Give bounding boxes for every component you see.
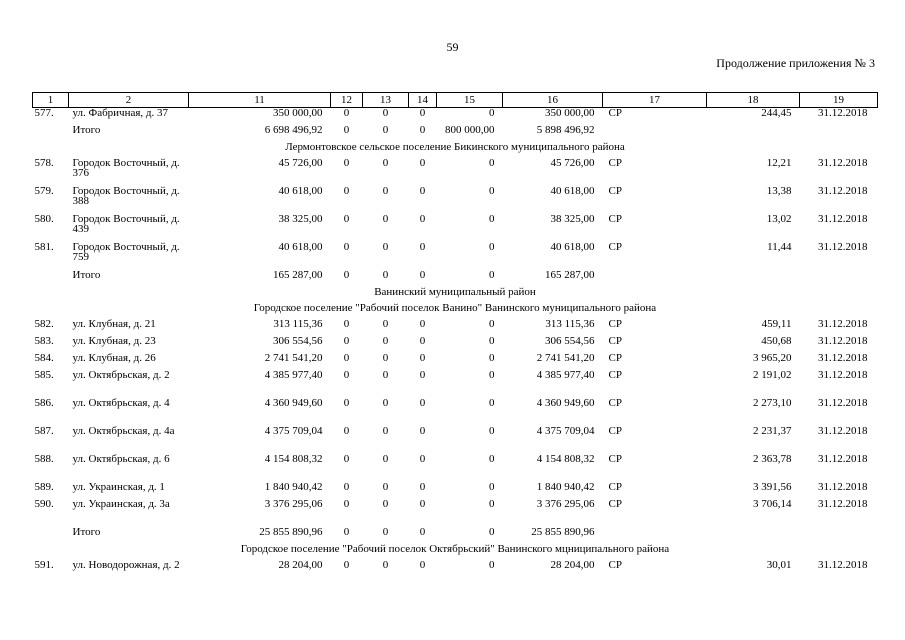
table-row: [33, 158, 878, 186]
row-number-cell: 586.: [34, 397, 54, 409]
deadline-cell: 31.12.2018: [818, 425, 868, 437]
table-row: [33, 454, 878, 482]
col-13-cell: 0: [382, 498, 389, 510]
page-number: 59: [446, 40, 459, 54]
header-cell: 16: [503, 93, 603, 108]
row-number-cell: 584.: [34, 352, 54, 364]
row-number-cell: 588.: [34, 453, 54, 465]
deadline-cell: 31.12.2018: [818, 559, 868, 571]
table-body: [33, 108, 878, 589]
category-cell: СР: [608, 453, 622, 465]
col-15-cell: 0: [489, 369, 495, 381]
address-cell: ул. Клубная, д. 21: [72, 318, 156, 330]
header-cell: 14: [409, 93, 437, 108]
col-13-cell: 0: [382, 335, 389, 347]
deadline-cell: 31.12.2018: [818, 369, 868, 381]
total-cost-cell: 1 840 940,42: [264, 481, 323, 493]
total-row: [33, 527, 878, 544]
col-16-cell: 350 000,00: [545, 107, 595, 119]
deadline-cell: 31.12.2018: [818, 185, 868, 197]
total-row: [33, 125, 878, 142]
total-cost-cell: 45 726,00: [278, 157, 323, 169]
col-16-cell: 38 325,00: [550, 213, 595, 225]
address-cell: Городок Восточный, д. 439: [72, 213, 180, 235]
area-cell: [707, 527, 800, 544]
col-15-cell: 0: [489, 213, 495, 225]
category-cell: СР: [608, 213, 622, 225]
col-13-cell: 0: [382, 124, 389, 136]
area-cell: 13,02: [766, 213, 792, 225]
row-number-cell: 582.: [34, 318, 54, 330]
total-cost-cell: 28 204,00: [278, 559, 323, 571]
address-cell: ул. Октябрьская, д. 2: [72, 369, 170, 381]
col-14-cell: 0: [419, 318, 426, 330]
col-16-cell: 4 385 977,40: [536, 369, 595, 381]
area-cell: 450,68: [761, 335, 792, 347]
col-15-cell: 0: [489, 157, 495, 169]
row-number-cell: 590.: [34, 498, 54, 510]
area-cell: 2 273,10: [753, 397, 792, 409]
col-15-cell: 0: [489, 352, 495, 364]
header-cell: 13: [363, 93, 409, 108]
col-13-cell: 0: [382, 453, 389, 465]
row-number-cell: 581.: [34, 241, 54, 253]
total-cost-cell: 4 360 949,60: [264, 397, 323, 409]
col-16-cell: 40 618,00: [550, 241, 595, 253]
col-14-cell: 0: [419, 241, 426, 253]
col-15-cell: 0: [489, 241, 495, 253]
row-number-cell: [33, 527, 69, 544]
col-13-cell: 0: [382, 397, 389, 409]
category-cell: СР: [608, 425, 622, 437]
address-cell: ул. Клубная, д. 23: [72, 335, 156, 347]
col-15-cell: 0: [489, 453, 495, 465]
section-heading-row: [33, 303, 878, 319]
address-cell: Городок Восточный, д. 376: [72, 157, 180, 179]
col-15-cell: 0: [489, 526, 495, 538]
area-cell: 2 363,78: [753, 453, 792, 465]
area-cell: 30,01: [766, 559, 792, 571]
section-heading: Городское поселение "Рабочий поселок Октябрьский" Ванинского мцниципального района: [240, 543, 670, 555]
col-16-cell: 5 898 496,92: [536, 124, 595, 136]
col-12-cell: 0: [343, 241, 350, 253]
col-12-cell: 0: [343, 453, 350, 465]
total-cost-cell: 40 618,00: [278, 241, 323, 253]
total-cost-cell: 306 554,56: [273, 335, 323, 347]
col-14-cell: 0: [419, 107, 426, 119]
appendix-table: [32, 92, 878, 588]
category-cell: СР: [608, 241, 622, 253]
total-cost-cell: 313 115,36: [273, 318, 323, 330]
deadline-cell: [800, 125, 878, 142]
col-13-cell: 0: [382, 352, 389, 364]
table-row: [33, 482, 878, 499]
category-cell: СР: [608, 107, 622, 119]
header-row: [33, 93, 878, 108]
deadline-cell: 31.12.2018: [818, 397, 868, 409]
col-15-cell: 0: [489, 559, 495, 571]
address-cell: Итого: [72, 526, 101, 538]
col-14-cell: 0: [419, 425, 426, 437]
area-cell: [707, 125, 800, 142]
col-14-cell: 0: [419, 335, 426, 347]
col-13-cell: 0: [382, 526, 389, 538]
col-16-cell: 28 204,00: [550, 559, 595, 571]
deadline-cell: 31.12.2018: [818, 107, 868, 119]
address-cell: ул. Октябрьская, д. 4а: [72, 425, 175, 437]
category-cell: СР: [608, 369, 622, 381]
area-cell: 2 191,02: [753, 369, 792, 381]
category-cell: [603, 125, 707, 142]
area-cell: 244,45: [761, 107, 792, 119]
address-cell: ул. Октябрьская, д. 4: [72, 397, 170, 409]
col-13-cell: 0: [382, 269, 389, 281]
total-cost-cell: 25 855 890,96: [259, 526, 323, 538]
col-13-cell: 0: [382, 213, 389, 225]
col-12-cell: 0: [343, 157, 350, 169]
row-number-cell: 579.: [34, 185, 54, 197]
row-number-cell: 578.: [34, 157, 54, 169]
total-cost-cell: 350 000,00: [273, 107, 323, 119]
table-row: [33, 353, 878, 370]
address-cell: Итого: [72, 269, 101, 281]
col-12-cell: 0: [343, 369, 350, 381]
category-cell: [603, 270, 707, 287]
category-cell: СР: [608, 397, 622, 409]
col-14-cell: 0: [419, 481, 426, 493]
table-row: [33, 499, 878, 527]
col-12-cell: 0: [343, 318, 350, 330]
deadline-cell: 31.12.2018: [818, 241, 868, 253]
row-number-cell: 591.: [34, 559, 54, 571]
header-cell: 17: [603, 93, 707, 108]
category-cell: [603, 527, 707, 544]
area-cell: 3 391,56: [753, 481, 792, 493]
total-cost-cell: 3 376 295,06: [264, 498, 323, 510]
category-cell: СР: [608, 481, 622, 493]
header-cell: 1: [33, 93, 69, 108]
col-15-cell: 800 000,00: [445, 124, 495, 136]
col-16-cell: 3 376 295,06: [536, 498, 595, 510]
deadline-cell: 31.12.2018: [818, 481, 868, 493]
area-cell: 12,21: [766, 157, 792, 169]
header-cell: 11: [189, 93, 331, 108]
category-cell: СР: [608, 559, 622, 571]
col-13-cell: 0: [382, 318, 389, 330]
col-16-cell: 4 154 808,32: [536, 453, 595, 465]
section-heading: Городское поселение "Рабочий поселок Ванино" Ванинского муниципального района: [253, 302, 657, 314]
col-12-cell: 0: [343, 107, 350, 119]
col-14-cell: 0: [419, 453, 426, 465]
section-heading-row: [33, 142, 878, 158]
col-14-cell: 0: [419, 498, 426, 510]
category-cell: СР: [608, 335, 622, 347]
col-16-cell: 1 840 940,42: [536, 481, 595, 493]
col-16-cell: 45 726,00: [550, 157, 595, 169]
row-number-cell: 577.: [34, 107, 54, 119]
area-cell: 3 706,14: [753, 498, 792, 510]
area-cell: 11,44: [767, 241, 792, 253]
col-12-cell: 0: [343, 335, 350, 347]
address-cell: ул. Украинская, д. 1: [72, 481, 165, 493]
total-cost-cell: 4 154 808,32: [264, 453, 323, 465]
continuation-caption: Продолжение приложения № 3: [716, 56, 875, 70]
header-cell: 12: [331, 93, 363, 108]
header-cell: 19: [800, 93, 878, 108]
area-cell: 2 231,37: [753, 425, 792, 437]
deadline-cell: 31.12.2018: [818, 453, 868, 465]
deadline-cell: [800, 270, 878, 287]
address-cell: ул. Украинская, д. 3а: [72, 498, 170, 510]
table-row: [33, 370, 878, 398]
area-cell: 3 965,20: [753, 352, 792, 364]
row-number-cell: 587.: [34, 425, 54, 437]
section-heading: Ванинский муниципальный район: [374, 286, 536, 298]
category-cell: СР: [608, 157, 622, 169]
col-16-cell: 4 375 709,04: [536, 425, 595, 437]
section-heading-row: [33, 287, 878, 303]
col-14-cell: 0: [419, 157, 426, 169]
col-15-cell: 0: [489, 481, 495, 493]
col-14-cell: 0: [419, 185, 426, 197]
row-number-cell: [33, 270, 69, 287]
category-cell: СР: [608, 498, 622, 510]
table-row: [33, 108, 878, 126]
section-heading-row: [33, 544, 878, 560]
col-15-cell: 0: [489, 425, 495, 437]
deadline-cell: 31.12.2018: [818, 335, 868, 347]
col-12-cell: 0: [343, 269, 350, 281]
table-row: [33, 319, 878, 336]
section-heading: Лермонтовское сельское поселение Бикинского муниципального района: [285, 141, 625, 153]
col-12-cell: 0: [343, 124, 350, 136]
col-13-cell: 0: [382, 107, 389, 119]
area-cell: [707, 270, 800, 287]
table-header: [33, 93, 878, 108]
col-14-cell: 0: [419, 269, 426, 281]
col-14-cell: 0: [419, 369, 426, 381]
col-15-cell: 0: [489, 269, 495, 281]
col-12-cell: 0: [343, 425, 350, 437]
row-number-cell: 589.: [34, 481, 54, 493]
address-cell: Городок Восточный, д. 388: [72, 185, 180, 207]
total-cost-cell: 40 618,00: [278, 185, 323, 197]
table-row: [33, 242, 878, 270]
row-number-cell: 580.: [34, 213, 54, 225]
table-row: [33, 336, 878, 353]
category-cell: СР: [608, 318, 622, 330]
col-12-cell: 0: [343, 185, 350, 197]
address-cell: ул. Октябрьская, д. 6: [72, 453, 170, 465]
total-cost-cell: 4 375 709,04: [264, 425, 323, 437]
header-cell: 18: [707, 93, 800, 108]
col-15-cell: 0: [489, 498, 495, 510]
col-12-cell: 0: [343, 352, 350, 364]
deadline-cell: 31.12.2018: [818, 318, 868, 330]
col-13-cell: 0: [382, 369, 389, 381]
col-12-cell: 0: [343, 498, 350, 510]
table-row: [33, 186, 878, 214]
col-14-cell: 0: [419, 213, 426, 225]
header-cell: 15: [437, 93, 503, 108]
address-cell: ул. Новодорожная, д. 2: [72, 559, 180, 571]
table-row: [33, 398, 878, 426]
col-14-cell: 0: [419, 526, 426, 538]
address-cell: ул. Фабричная, д. 37: [72, 107, 169, 119]
col-16-cell: 4 360 949,60: [536, 397, 595, 409]
col-13-cell: 0: [382, 559, 389, 571]
col-15-cell: 0: [489, 397, 495, 409]
category-cell: СР: [608, 185, 622, 197]
address-cell: ул. Клубная, д. 26: [72, 352, 156, 364]
deadline-cell: 31.12.2018: [818, 352, 868, 364]
col-13-cell: 0: [382, 481, 389, 493]
col-14-cell: 0: [419, 559, 426, 571]
total-cost-cell: 165 287,00: [273, 269, 323, 281]
table-row: [33, 214, 878, 242]
col-16-cell: 313 115,36: [545, 318, 595, 330]
total-cost-cell: 6 698 496,92: [264, 124, 323, 136]
total-cost-cell: 2 741 541,20: [264, 352, 323, 364]
col-13-cell: 0: [382, 157, 389, 169]
deadline-cell: 31.12.2018: [818, 157, 868, 169]
col-16-cell: 40 618,00: [550, 185, 595, 197]
col-14-cell: 0: [419, 352, 426, 364]
area-cell: 459,11: [761, 318, 792, 330]
col-13-cell: 0: [382, 425, 389, 437]
address-cell: Итого: [72, 124, 101, 136]
category-cell: СР: [608, 352, 622, 364]
col-12-cell: 0: [343, 213, 350, 225]
col-16-cell: 25 855 890,96: [531, 526, 595, 538]
total-cost-cell: 38 325,00: [278, 213, 323, 225]
header-cell: 2: [69, 93, 189, 108]
table-row: [33, 426, 878, 454]
col-12-cell: 0: [343, 481, 350, 493]
col-15-cell: 0: [489, 335, 495, 347]
table-row: [33, 560, 878, 588]
col-16-cell: 165 287,00: [545, 269, 595, 281]
area-cell: 13,38: [766, 185, 792, 197]
row-number-cell: 583.: [34, 335, 54, 347]
deadline-cell: [800, 527, 878, 544]
row-number-cell: [33, 125, 69, 142]
col-13-cell: 0: [382, 241, 389, 253]
row-number-cell: 585.: [34, 369, 54, 381]
col-14-cell: 0: [419, 124, 426, 136]
col-15-cell: 0: [489, 107, 495, 119]
col-12-cell: 0: [343, 526, 350, 538]
col-14-cell: 0: [419, 397, 426, 409]
total-cost-cell: 4 385 977,40: [264, 369, 323, 381]
col-16-cell: 2 741 541,20: [536, 352, 595, 364]
col-12-cell: 0: [343, 397, 350, 409]
total-row: [33, 270, 878, 287]
col-16-cell: 306 554,56: [545, 335, 595, 347]
col-15-cell: 0: [489, 318, 495, 330]
deadline-cell: 31.12.2018: [818, 498, 868, 510]
col-12-cell: 0: [343, 559, 350, 571]
address-cell: Городок Восточный, д. 759: [72, 241, 180, 263]
col-13-cell: 0: [382, 185, 389, 197]
deadline-cell: 31.12.2018: [818, 213, 868, 225]
col-15-cell: 0: [489, 185, 495, 197]
